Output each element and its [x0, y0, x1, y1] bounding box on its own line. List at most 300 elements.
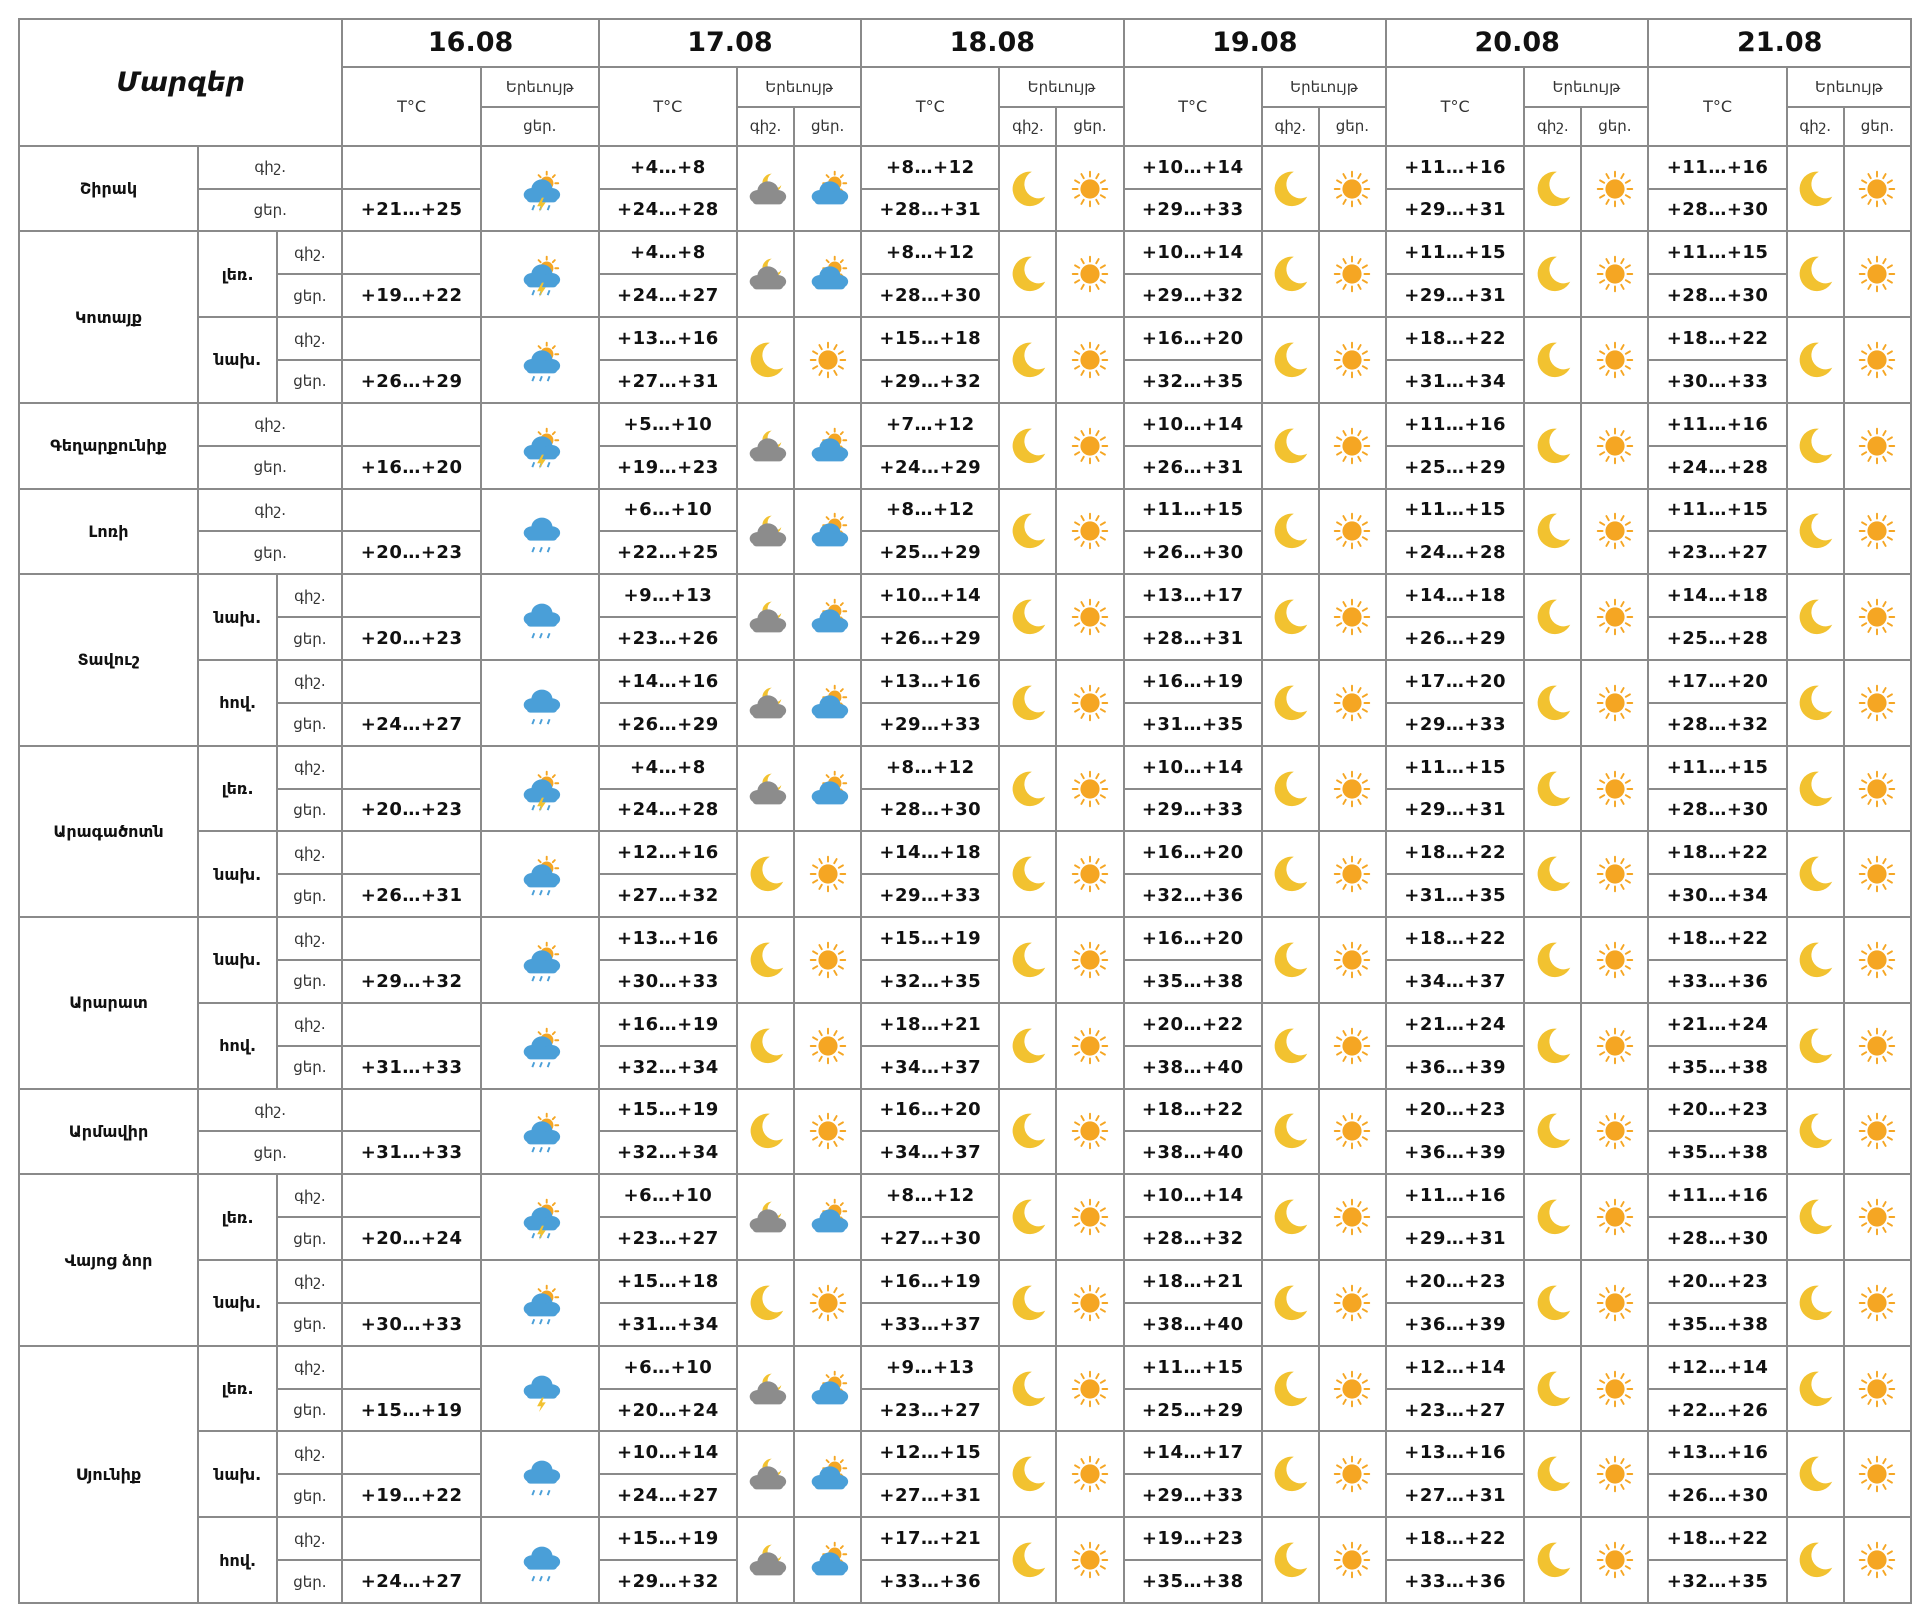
phenomenon-cell	[999, 1174, 1056, 1260]
cloud-sun-rain-icon	[517, 1054, 563, 1073]
cloud-sun-icon	[805, 625, 851, 644]
phenomenon-cell	[1581, 1089, 1648, 1175]
phenomenon-cell	[1319, 317, 1386, 403]
phenomenon-cell	[794, 403, 861, 489]
region-name: Կոտայք	[19, 231, 198, 402]
day-temperature: +30…+34	[1648, 874, 1786, 917]
forecast-container	[18, 18, 1912, 1604]
night-temperature: +16…+20	[1124, 831, 1262, 874]
region-name: Արմավիր	[19, 1089, 198, 1175]
day-temperature: +29…+33	[1386, 703, 1524, 746]
day-temperature: +28…+30	[1648, 189, 1786, 232]
phenomenon-cell	[737, 317, 794, 403]
night-temperature: +20…+22	[1124, 1003, 1262, 1046]
day-temperature: +20…+24	[599, 1389, 737, 1432]
phenomenon-cell	[999, 403, 1056, 489]
moon-icon	[1267, 797, 1313, 816]
moon-icon	[1005, 797, 1051, 816]
night-temperature: +11…+16	[1648, 403, 1786, 446]
night-temperature	[342, 1260, 480, 1303]
moon-icon	[1267, 454, 1313, 473]
phenomenon-cell	[1319, 231, 1386, 317]
phenomenon-cell	[794, 317, 861, 403]
sun-icon	[805, 1311, 851, 1330]
sun-icon	[1854, 454, 1900, 473]
night-temperature: +12…+15	[861, 1431, 999, 1474]
night-temperature: +11…+15	[1648, 231, 1786, 274]
temp-header: T°C	[599, 67, 737, 146]
table-row	[19, 1431, 1911, 1474]
cloud-moon-icon	[743, 797, 789, 816]
day-temperature: +24…+28	[599, 789, 737, 832]
night-temperature: +20…+23	[1648, 1260, 1786, 1303]
day-temperature: +22…+25	[599, 531, 737, 574]
cloud-sun-thunder-rain-icon	[517, 454, 563, 473]
night-temperature: +11…+15	[1648, 489, 1786, 532]
subregion-label: նախ.	[198, 831, 277, 917]
phenomenon-cell	[1787, 746, 1844, 832]
sun-icon	[1592, 368, 1638, 387]
moon-icon	[1005, 368, 1051, 387]
day-temperature: +26…+30	[1124, 531, 1262, 574]
night-temperature	[342, 1003, 480, 1046]
night-temperature: +15…+18	[861, 317, 999, 360]
day-temperature: +24…+28	[599, 189, 737, 232]
phenomenon-cell	[737, 660, 794, 746]
night-label: գիշ.	[277, 1174, 342, 1217]
phenomenon-cell	[1524, 317, 1581, 403]
phenomenon-cell	[1524, 1260, 1581, 1346]
day-label: ցեր.	[277, 874, 342, 917]
day-temperature: +28…+30	[861, 274, 999, 317]
phenomenon-cell	[1581, 746, 1648, 832]
phenomenon-cell	[1844, 1260, 1911, 1346]
night-label: գիշ.	[277, 574, 342, 617]
day-temperature: +35…+38	[1648, 1131, 1786, 1174]
cloud-sun-icon	[805, 797, 851, 816]
phenomenon-cell	[1787, 917, 1844, 1003]
table-row	[19, 660, 1911, 703]
phenomenon-cell	[1056, 1174, 1123, 1260]
day-label: ցեր.	[277, 1217, 342, 1260]
moon-icon	[1005, 539, 1051, 558]
phenomenon-cell	[481, 917, 599, 1003]
phenomenon-header: Երեւույթ	[1262, 67, 1386, 108]
phenomenon-cell	[1056, 746, 1123, 832]
moon-icon	[1005, 282, 1051, 301]
moon-icon	[1005, 882, 1051, 901]
moon-icon	[1530, 968, 1576, 987]
phenomenon-cell	[1844, 231, 1911, 317]
night-temperature	[342, 146, 480, 189]
phenomenon-cell	[737, 1346, 794, 1432]
night-temperature: +13…+16	[599, 317, 737, 360]
phenomenon-cell	[1262, 403, 1319, 489]
night-temperature	[342, 1174, 480, 1217]
sun-icon	[1329, 1225, 1375, 1244]
day-temperature: +35…+38	[1648, 1046, 1786, 1089]
phenomenon-cell	[999, 917, 1056, 1003]
phenomenon-cell	[1319, 574, 1386, 660]
day-temperature: +27…+32	[599, 874, 737, 917]
night-temperature: +11…+15	[1386, 746, 1524, 789]
sun-icon	[1854, 882, 1900, 901]
day-temperature: +24…+28	[1386, 531, 1524, 574]
subregion-label: հով.	[198, 1517, 277, 1603]
day-label: ցեր.	[1056, 107, 1123, 146]
night-temperature: +11…+15	[1648, 746, 1786, 789]
table-row	[19, 574, 1911, 617]
date-header: 19.08	[1124, 19, 1386, 67]
table-row	[19, 231, 1911, 274]
phenomenon-cell	[1581, 317, 1648, 403]
day-temperature: +26…+30	[1648, 1474, 1786, 1517]
sun-icon	[1592, 711, 1638, 730]
phenomenon-cell	[737, 574, 794, 660]
sun-icon	[1067, 968, 1113, 987]
sun-icon	[1854, 625, 1900, 644]
day-temperature: +29…+33	[861, 874, 999, 917]
phenomenon-cell	[1844, 1346, 1911, 1432]
day-temperature: +26…+31	[1124, 446, 1262, 489]
phenomenon-cell	[1319, 831, 1386, 917]
night-temperature: +18…+21	[861, 1003, 999, 1046]
phenomenon-cell	[481, 831, 599, 917]
sun-icon	[805, 882, 851, 901]
day-temperature: +36…+39	[1386, 1303, 1524, 1346]
night-temperature: +13…+16	[1648, 1431, 1786, 1474]
phenomenon-cell	[1319, 1517, 1386, 1603]
phenomenon-cell	[1262, 489, 1319, 575]
night-label: գիշ.	[277, 231, 342, 274]
night-temperature	[342, 1431, 480, 1474]
sun-icon	[1854, 968, 1900, 987]
day-temperature: +25…+29	[861, 531, 999, 574]
region-name: Շիրակ	[19, 146, 198, 232]
temp-header: T°C	[1386, 67, 1524, 146]
phenomenon-cell	[1787, 317, 1844, 403]
moon-icon	[1005, 454, 1051, 473]
day-temperature: +24…+28	[1648, 446, 1786, 489]
temp-header: T°C	[1648, 67, 1786, 146]
day-label: ցեր.	[1581, 107, 1648, 146]
phenomenon-cell	[794, 1431, 861, 1517]
phenomenon-cell	[1319, 1346, 1386, 1432]
phenomenon-cell	[1844, 403, 1911, 489]
day-temperature: +24…+27	[599, 274, 737, 317]
region-name: Սյունիք	[19, 1346, 198, 1603]
cloud-sun-icon	[805, 1225, 851, 1244]
region-name: Վայոց ձոր	[19, 1174, 198, 1345]
cloud-sun-icon	[805, 454, 851, 473]
moon-icon	[1792, 282, 1838, 301]
phenomenon-cell	[1056, 231, 1123, 317]
phenomenon-cell	[1844, 1089, 1911, 1175]
phenomenon-cell	[1844, 660, 1911, 746]
night-temperature: +10…+14	[1124, 1174, 1262, 1217]
day-temperature: +26…+29	[599, 703, 737, 746]
night-temperature: +11…+16	[1386, 146, 1524, 189]
phenomenon-cell	[1787, 403, 1844, 489]
moon-icon	[1267, 711, 1313, 730]
phenomenon-cell	[1844, 1431, 1911, 1517]
phenomenon-cell	[1524, 917, 1581, 1003]
cloud-sun-thunder-rain-icon	[517, 282, 563, 301]
sun-icon	[1329, 1397, 1375, 1416]
temp-header: T°C	[342, 67, 480, 146]
cloud-sun-rain-icon	[517, 882, 563, 901]
phenomenon-cell	[1262, 1089, 1319, 1175]
phenomenon-cell	[794, 574, 861, 660]
table-row	[19, 1260, 1911, 1303]
phenomenon-cell	[794, 1174, 861, 1260]
cloud-rain-icon	[517, 539, 563, 558]
moon-icon	[1005, 1054, 1051, 1073]
sun-icon	[1329, 882, 1375, 901]
cloud-sun-icon	[805, 282, 851, 301]
phenomenon-cell	[481, 1174, 599, 1260]
night-temperature	[342, 831, 480, 874]
night-temperature: +11…+16	[1648, 1174, 1786, 1217]
day-temperature: +29…+32	[1124, 274, 1262, 317]
sun-icon	[805, 1054, 851, 1073]
phenomenon-cell	[999, 489, 1056, 575]
moon-icon	[1530, 282, 1576, 301]
night-temperature: +16…+19	[1124, 660, 1262, 703]
cloud-sun-icon	[805, 711, 851, 730]
phenomenon-cell	[794, 831, 861, 917]
sun-icon	[1592, 625, 1638, 644]
night-temperature: +18…+22	[1124, 1089, 1262, 1132]
moon-icon	[1267, 1225, 1313, 1244]
night-temperature: +10…+14	[1124, 403, 1262, 446]
day-temperature: +38…+40	[1124, 1046, 1262, 1089]
phenomenon-cell	[1262, 1174, 1319, 1260]
phenomenon-cell	[737, 1260, 794, 1346]
phenomenon-header: Երեւույթ	[481, 67, 599, 108]
region-name: Արագածոտն	[19, 746, 198, 917]
night-temperature: +17…+20	[1386, 660, 1524, 703]
table-row	[19, 1089, 1911, 1132]
sun-icon	[1592, 282, 1638, 301]
day-temperature: +26…+29	[1386, 617, 1524, 660]
moon-icon	[1005, 711, 1051, 730]
phenomenon-cell	[1581, 1260, 1648, 1346]
phenomenon-cell	[1056, 917, 1123, 1003]
night-temperature: +9…+13	[599, 574, 737, 617]
phenomenon-cell	[1524, 1517, 1581, 1603]
day-temperature: +29…+31	[1386, 274, 1524, 317]
cloud-sun-icon	[805, 197, 851, 216]
night-label: գիշ.	[277, 917, 342, 960]
sun-icon	[1329, 368, 1375, 387]
day-temperature: +29…+33	[1124, 789, 1262, 832]
moon-icon	[1792, 882, 1838, 901]
day-temperature: +29…+31	[1386, 189, 1524, 232]
subregion-label: նախ.	[198, 1431, 277, 1517]
phenomenon-cell	[1787, 1346, 1844, 1432]
moon-icon	[1792, 454, 1838, 473]
night-temperature: +15…+19	[861, 917, 999, 960]
sun-icon	[1592, 1568, 1638, 1587]
phenomenon-cell	[1056, 831, 1123, 917]
phenomenon-cell	[1581, 1174, 1648, 1260]
day-temperature: +35…+38	[1124, 1560, 1262, 1603]
region-name: Տավուշ	[19, 574, 198, 745]
sun-icon	[1329, 968, 1375, 987]
day-temperature: +25…+29	[1386, 446, 1524, 489]
day-temperature: +27…+30	[861, 1217, 999, 1260]
sun-icon	[1854, 1139, 1900, 1158]
night-temperature	[342, 1089, 480, 1132]
day-temperature: +28…+30	[861, 789, 999, 832]
phenomenon-cell	[1844, 1174, 1911, 1260]
day-label: ցեր.	[277, 617, 342, 660]
phenomenon-cell	[1581, 1346, 1648, 1432]
sun-icon	[1067, 1225, 1113, 1244]
phenomenon-cell	[1056, 1517, 1123, 1603]
cloud-rain-icon	[517, 711, 563, 730]
subregion-label: լեռ.	[198, 1346, 277, 1432]
phenomenon-cell	[737, 146, 794, 232]
day-temperature: +24…+27	[599, 1474, 737, 1517]
day-temperature: +35…+38	[1124, 960, 1262, 1003]
sun-icon	[1329, 797, 1375, 816]
night-temperature: +6…+10	[599, 1174, 737, 1217]
night-temperature: +20…+23	[1386, 1260, 1524, 1303]
forecast-table	[18, 18, 1912, 1604]
moon-icon	[1792, 1482, 1838, 1501]
night-temperature: +8…+12	[861, 746, 999, 789]
table-row	[19, 1346, 1911, 1389]
phenomenon-cell	[1056, 403, 1123, 489]
day-temperature: +26…+29	[861, 617, 999, 660]
sun-icon	[1067, 797, 1113, 816]
cloud-sun-rain-icon	[517, 1139, 563, 1158]
night-temperature: +15…+18	[599, 1260, 737, 1303]
moon-icon	[1792, 1397, 1838, 1416]
sun-icon	[1854, 1482, 1900, 1501]
phenomenon-cell	[481, 146, 599, 232]
moon-icon	[1267, 282, 1313, 301]
phenomenon-cell	[1319, 146, 1386, 232]
phenomenon-cell	[1524, 1089, 1581, 1175]
sun-icon	[1854, 1568, 1900, 1587]
night-temperature: +10…+14	[1124, 231, 1262, 274]
date-header: 21.08	[1648, 19, 1911, 67]
phenomenon-cell	[1581, 1431, 1648, 1517]
moon-icon	[1530, 368, 1576, 387]
phenomenon-cell	[481, 1431, 599, 1517]
moon-icon	[1267, 1397, 1313, 1416]
day-temperature: +31…+35	[1386, 874, 1524, 917]
day-label: ցեր.	[198, 189, 342, 232]
phenomenon-cell	[1844, 317, 1911, 403]
phenomenon-cell	[1844, 831, 1911, 917]
moon-icon	[1005, 1568, 1051, 1587]
sun-icon	[1329, 711, 1375, 730]
day-temperature: +33…+37	[861, 1303, 999, 1346]
night-temperature: +15…+19	[599, 1089, 737, 1132]
night-temperature: +8…+12	[861, 489, 999, 532]
phenomenon-cell	[1056, 146, 1123, 232]
sun-icon	[1592, 1139, 1638, 1158]
moon-icon	[1005, 1225, 1051, 1244]
phenomenon-cell	[1581, 231, 1648, 317]
phenomenon-cell	[737, 403, 794, 489]
sun-icon	[1854, 539, 1900, 558]
moon-icon	[1005, 1397, 1051, 1416]
night-temperature	[342, 1517, 480, 1560]
sun-icon	[1067, 197, 1113, 216]
sun-icon	[1854, 797, 1900, 816]
phenomenon-cell	[1524, 403, 1581, 489]
night-temperature: +4…+8	[599, 746, 737, 789]
night-temperature: +14…+18	[1648, 574, 1786, 617]
night-temperature: +16…+19	[599, 1003, 737, 1046]
moon-icon	[743, 1311, 789, 1330]
cloud-rain-icon	[517, 1568, 563, 1587]
phenomenon-cell	[1581, 831, 1648, 917]
sun-icon	[1329, 197, 1375, 216]
subregion-label: հով.	[198, 660, 277, 746]
day-temperature: +29…+33	[1124, 189, 1262, 232]
night-temperature: +16…+20	[861, 1089, 999, 1132]
temp-header: T°C	[861, 67, 999, 146]
phenomenon-cell	[1319, 403, 1386, 489]
night-temperature: +8…+12	[861, 1174, 999, 1217]
day-temperature: +20…+24	[342, 1217, 480, 1260]
night-temperature: +18…+22	[1386, 317, 1524, 360]
phenomenon-cell	[999, 1517, 1056, 1603]
day-temperature: +29…+31	[1386, 1217, 1524, 1260]
moon-icon	[1530, 1225, 1576, 1244]
night-temperature: +5…+10	[599, 403, 737, 446]
day-temperature: +29…+31	[1386, 789, 1524, 832]
night-temperature: +6…+10	[599, 1346, 737, 1389]
phenomenon-cell	[1581, 917, 1648, 1003]
day-temperature: +27…+31	[599, 360, 737, 403]
sun-icon	[805, 968, 851, 987]
night-label: գիշ.	[277, 317, 342, 360]
day-temperature: +34…+37	[861, 1046, 999, 1089]
night-temperature: +20…+23	[1386, 1089, 1524, 1132]
day-temperature: +36…+39	[1386, 1046, 1524, 1089]
phenomenon-cell	[1056, 1260, 1123, 1346]
phenomenon-cell	[1581, 1003, 1648, 1089]
table-row	[19, 1174, 1911, 1217]
night-temperature: +12…+14	[1648, 1346, 1786, 1389]
phenomenon-cell	[1844, 489, 1911, 575]
subregion-label: նախ.	[198, 574, 277, 660]
day-temperature: +28…+31	[1124, 617, 1262, 660]
subregion-label: հով.	[198, 1003, 277, 1089]
phenomenon-cell	[481, 746, 599, 832]
moon-icon	[1267, 1139, 1313, 1158]
moon-icon	[1530, 454, 1576, 473]
sun-icon	[1067, 1568, 1113, 1587]
table-row	[19, 317, 1911, 360]
sun-icon	[1592, 539, 1638, 558]
night-label: գիշ.	[999, 107, 1056, 146]
night-label: գիշ.	[277, 831, 342, 874]
sun-icon	[1592, 968, 1638, 987]
phenomenon-cell	[794, 1517, 861, 1603]
phenomenon-cell	[1056, 489, 1123, 575]
day-temperature: +30…+33	[599, 960, 737, 1003]
day-temperature: +21…+25	[342, 189, 480, 232]
sun-icon	[1067, 282, 1113, 301]
